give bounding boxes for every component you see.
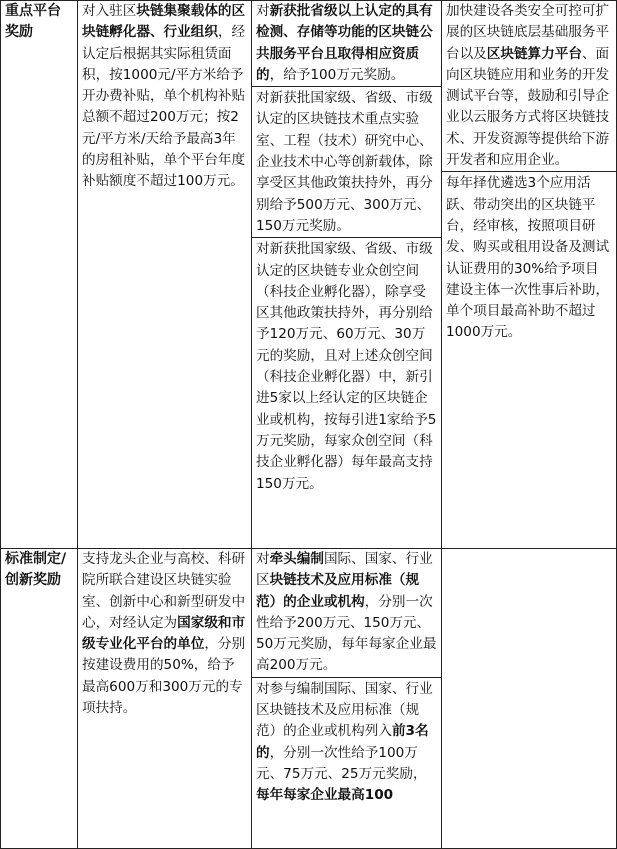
policy-paragraph (252, 677, 441, 807)
text-run: 对参与编制国际、国家、行业区块链技术及应用标准（规范）的企业或机构列入 (256, 680, 433, 740)
policy-paragraph (442, 171, 616, 343)
bold-text: 区块链算力平台 (486, 45, 582, 62)
category-label: 标准制定/创新奖励 (5, 551, 67, 589)
text-run: ，分别一次性给予200万元、150万元、50万元奖励，每年每家企业最高200万元。 (256, 593, 437, 674)
text-run: 对新获批国家级、省级、市级认定的区块链专业众创空间（科技企业孵化器），除享受区其他政策扶持外，再分别给予120万元、60万元、30万元的奖励，且对上述众创空间（科技企业孵化器）中，新引进5家以上经认定的区块链企业或机构，按每引进1家给予5万元奖励，每家众创空间（科技企业孵化器）每年最高支持150万元。 (256, 241, 437, 492)
text-run: 每年择优遴选3个应用活跃、带动突出的区块链平台，经审核，按照项目研发、购买或租用设备及测试认证费用的30%给予项目建设主体一次性事后补助，单个项目最高补助不超过1000万元。 (446, 175, 610, 341)
policy-cell-col2 (78, 549, 252, 849)
policy-cell-col3 (252, 549, 442, 849)
bold-text: 新获批省级以上认定的具有检测、存储等功能的区块链公共服务平台且取得相应资质的 (256, 3, 433, 83)
policy-paragraph (446, 1, 612, 171)
table-row (1, 1, 617, 549)
policy-paragraph (256, 549, 437, 677)
text-run: 对入驻区 (82, 3, 137, 19)
policy-paragraph (82, 549, 247, 719)
policy-cell-col4 (442, 549, 617, 849)
policy-paragraph (256, 1, 437, 86)
bold-text: 块链集聚载体的区块链孵化器、行业组织 (82, 3, 246, 41)
category-cell (1, 1, 78, 549)
text-run: ，分别一次性给予100万元、75万元、25万元奖励， (256, 744, 427, 782)
policy-cell-col4 (442, 1, 617, 549)
policy-paragraph (252, 237, 441, 495)
text-run: 加快建设各类安全可控可扩展的区块链底层基础服务平台以及 (446, 3, 610, 62)
bold-text: 牵头编制 (269, 551, 324, 567)
policy-cell-col3 (252, 1, 442, 549)
text-run: ，给予100万元奖励。 (269, 66, 405, 83)
category-cell (1, 549, 78, 849)
text-run: 对 (256, 551, 270, 567)
policy-paragraph (252, 86, 441, 237)
text-run: 对 (256, 3, 270, 19)
text-run: 支持龙头企业与高校、科研院所联合建设区块链实验室、创新中心和新型研发中心，对经认定为 (82, 551, 246, 631)
bold-text: 国家级和市级专业化平台的单位 (82, 614, 246, 653)
policy-paragraph (82, 1, 247, 193)
bold-text: 前3名的 (256, 723, 429, 761)
text-run: 国际、国家、行业区 (256, 551, 433, 589)
bold-text: 每年每家企业最高100 (256, 787, 394, 804)
text-run: ，分别按建设费用的50%，给予最高600万和300万元的专项扶持。 (82, 636, 246, 717)
table-row (1, 549, 617, 849)
text-run: 对新获批国家级、省级、市级认定的区块链技术重点实验室、工程（技术）研究中心、企业技术中心等创新载体，除享受区其他政策扶持外，再分别给予500万元、300万元、150万元奖励。 (256, 90, 433, 234)
policy-cell-col2 (78, 1, 252, 549)
bold-text: 块链技术及应用标准（规范）的企业或机构 (256, 572, 420, 610)
text-run: 、面向区块链应用和业务的开发测试平台等，鼓励和引导企业以云服务方式将区块链技术、开发资源等提供给下游开发者和应用企业。 (446, 45, 610, 169)
text-run: ，经认定后根据其实际租赁面积，按1000元/平方米给予开办费补贴，单个机构补贴总额不超过200万元；按2元/平方米/天给予最高3年的房租补贴，单个平台年度补贴额度不超过100万元。 (82, 24, 246, 190)
category-label: 重点平台奖励 (5, 3, 61, 41)
